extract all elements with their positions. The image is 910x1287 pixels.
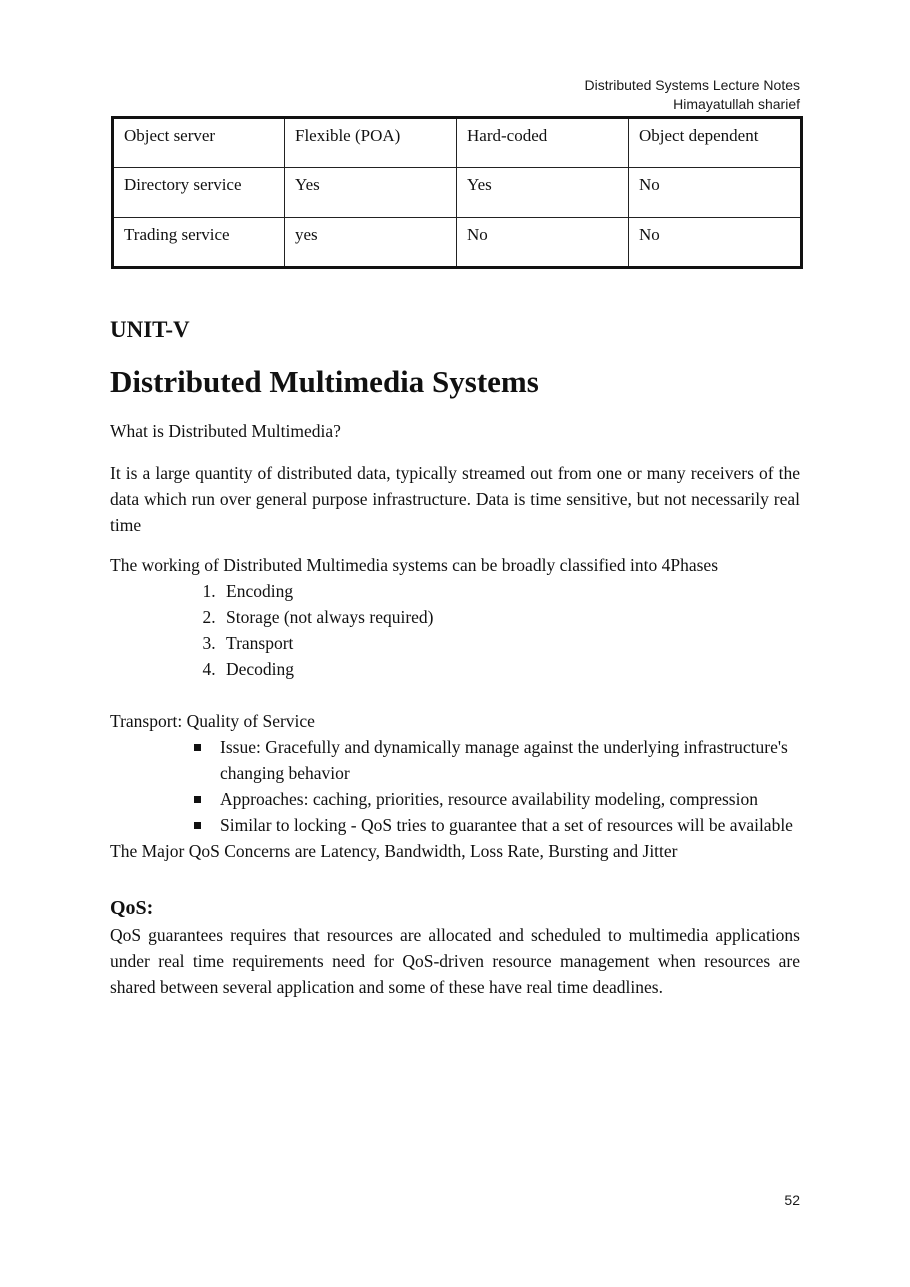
list-item: 1. Encoding bbox=[220, 578, 800, 604]
list-item: Similar to locking - QoS tries to guarantee that a set of resources will be available bbox=[220, 812, 800, 838]
qos-concerns: The Major QoS Concerns are Latency, Bandwidth, Loss Rate, Bursting and Jitter bbox=[110, 841, 678, 861]
table-cell: Yes bbox=[285, 168, 457, 218]
list-item: Issue: Gracefully and dynamically manage against the underlying infrastructure's changing behavior bbox=[220, 734, 800, 786]
page-content bbox=[110, 312, 800, 1000]
phases-intro: The working of Distributed Multimedia systems can be broadly classified into 4Phases bbox=[110, 555, 719, 575]
list-item: Approaches: caching, priorities, resource availability modeling, compression bbox=[220, 786, 800, 812]
header-author: Himayatullah sharief bbox=[673, 96, 800, 112]
qos-paragraph: QoS guarantees requires that resources are allocated and scheduled to multimedia applications under real time requirements need for QoS-driven resource management when resources are shared between several application and some of these have real time deadlines. bbox=[110, 925, 800, 997]
table-cell: Flexible (POA) bbox=[285, 118, 457, 168]
comparison-table bbox=[111, 116, 803, 269]
table-cell: Yes bbox=[457, 168, 629, 218]
list-item: 3. Transport bbox=[220, 630, 800, 656]
page-number: 52 bbox=[784, 1192, 800, 1208]
table-row bbox=[113, 168, 802, 218]
unit-heading: UNIT-V bbox=[110, 317, 190, 342]
table-cell: yes bbox=[285, 218, 457, 268]
table-cell: Trading service bbox=[113, 218, 285, 268]
transport-points-list bbox=[110, 734, 800, 838]
definition-paragraph: It is a large quantity of distributed data, typically streamed out from one or many receivers of the data which run over general purpose infrastructure. Data is time sensitive, but not necessarily real time bbox=[110, 463, 800, 535]
transport-heading: Transport: Quality of Service bbox=[110, 711, 315, 731]
table-cell: Object server bbox=[113, 118, 285, 168]
table-cell: No bbox=[629, 168, 802, 218]
phases-list bbox=[110, 578, 800, 682]
qos-heading: QoS: bbox=[110, 897, 154, 919]
table-cell: No bbox=[629, 218, 802, 268]
table-cell: Hard-coded bbox=[457, 118, 629, 168]
header-course-title: Distributed Systems Lecture Notes bbox=[584, 77, 800, 93]
section-title: Distributed Multimedia Systems bbox=[110, 364, 539, 399]
question-text: What is Distributed Multimedia? bbox=[110, 421, 341, 441]
list-item: 4. Decoding bbox=[220, 656, 800, 682]
table-cell: Object dependent bbox=[629, 118, 802, 168]
table-row bbox=[113, 218, 802, 268]
table-cell: Directory service bbox=[113, 168, 285, 218]
list-item: 2. Storage (not always required) bbox=[220, 604, 800, 630]
table-cell: No bbox=[457, 218, 629, 268]
running-header bbox=[584, 76, 800, 114]
table-row bbox=[113, 118, 802, 168]
